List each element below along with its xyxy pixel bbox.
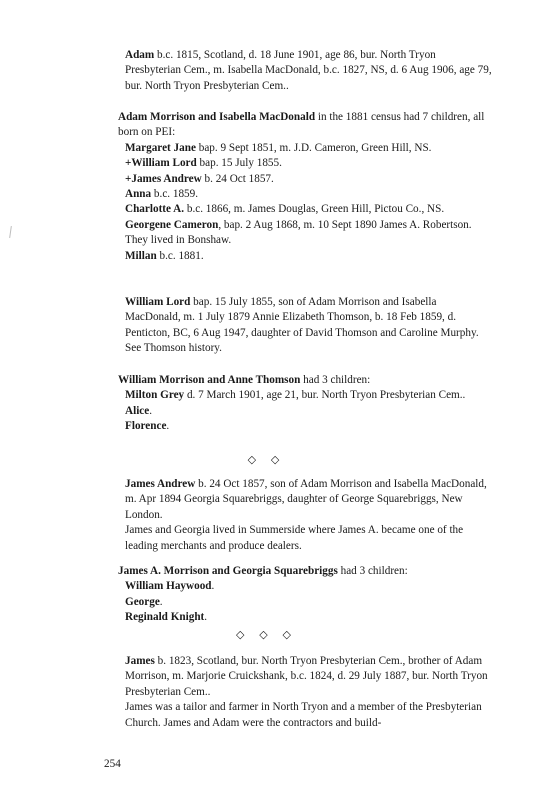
child-text: d. 7 March 1901, age 21, bur. North Tryon Presbyterian Cem.. <box>184 389 466 402</box>
james-family-heading: James A. Morrison and Georgia Squarebriggs <box>118 565 338 577</box>
child-entry <box>118 388 494 403</box>
child-entry <box>118 610 494 625</box>
child-text: , bap. 2 Aug 1868, m. 10 Sept 1890 James A. Robertson. They lived in Bonshaw. <box>125 218 472 247</box>
james-name: James <box>125 655 155 667</box>
section-separator: ◇ ◇ ◇ <box>236 629 297 641</box>
child-entry <box>118 187 494 202</box>
james-entry <box>118 654 494 731</box>
adam-entry <box>118 48 494 94</box>
child-entry <box>118 404 494 419</box>
child-name: Millan <box>125 249 157 262</box>
james-andrew-para: James and Georgia lived in Summerside where James A. became one of the leading merchants and produce dealers. <box>125 524 464 552</box>
william-family-entry <box>118 373 494 435</box>
william-name: William Lord <box>125 296 191 308</box>
child-text: b. 24 Oct 1857. <box>201 172 274 185</box>
child-text: . <box>166 420 170 433</box>
james-text: b. 1823, Scotland, bur. North Tryon Presbyterian Cem., brother of Adam Morrison, m. Marjorie Cruickshank, b.c. 1824, d. 29 July 1887, bur. North Tryon Presbyterian Cem.. <box>125 655 488 698</box>
child-entry <box>118 202 494 217</box>
child-name: Charlotte A. <box>125 203 185 216</box>
child-entry <box>118 595 494 610</box>
margin-mark <box>9 226 12 238</box>
child-name: Reginald Knight <box>125 611 205 624</box>
child-text: b.c. 1859. <box>151 188 199 201</box>
child-name: Georgene Cameron <box>125 218 219 231</box>
child-name: Margaret Jane <box>125 141 196 154</box>
child-name: Florence <box>125 420 167 433</box>
james-andrew-name: James Andrew <box>125 478 196 490</box>
william-family-heading-rest: had 3 children: <box>300 374 371 386</box>
james-family-entry <box>118 564 494 626</box>
child-entry <box>118 156 494 171</box>
child-entry <box>118 249 494 264</box>
child-text: b.c. 1881. <box>156 249 204 262</box>
adam-family-heading: Adam Morrison and Isabella MacDonald <box>118 111 316 123</box>
adam-text: b.c. 1815, Scotland, d. 18 June 1901, age 86, bur. North Tryon Presbyterian Cem., m. Isabella MacDonald, b.c. 1827, NS, d. 6 Aug 1906, age 79, bur. North Tryon Presbyterian Cem.. <box>125 49 492 92</box>
william-entry <box>118 295 494 357</box>
child-name: William Haywood <box>125 580 212 593</box>
james-andrew-entry <box>118 477 494 554</box>
adam-family-heading-rest: in the 1881 census had 7 children, all born on PEI: <box>118 111 485 139</box>
william-text: bap. 15 July 1855, son of Adam Morrison and Isabella MacDonald, m. 1 July 1879 Annie Elizabeth Thomson, b. 18 Feb 1859, d. Penticton, BC, 6 Aug 1947, daughter of David Thomson and Caroline Murphy. See Thomson history. <box>125 296 479 355</box>
child-text: . <box>159 595 163 608</box>
adam-name: Adam <box>125 49 155 61</box>
child-name: +William Lord <box>125 157 197 170</box>
section-separator: ◇ ◇ <box>247 454 286 466</box>
child-text: bap. 9 Sept 1851, m. J.D. Cameron, Green Hill, NS. <box>195 141 432 154</box>
child-name: Anna <box>125 188 152 201</box>
child-entry <box>118 419 494 434</box>
william-family-heading: William Morrison and Anne Thomson <box>118 374 301 386</box>
child-text: . <box>149 404 153 417</box>
james-para: James was a tailor and farmer in North Tryon and a member of the Presbyterian Church. James and Adam were the contractors and build- <box>125 701 482 729</box>
child-entry <box>118 218 494 249</box>
child-text: . <box>211 580 215 593</box>
child-text: bap. 15 July 1855. <box>196 157 282 170</box>
child-name: Milton Grey <box>125 389 185 402</box>
child-entry <box>118 172 494 187</box>
child-name: Alice <box>125 404 150 417</box>
child-text: b.c. 1866, m. James Douglas, Green Hill, Pictou Co., NS. <box>184 203 445 216</box>
child-name: +James Andrew <box>125 172 202 185</box>
child-entry <box>118 579 494 594</box>
adam-family-entry <box>118 110 494 264</box>
child-name: George <box>125 595 160 608</box>
child-text: . <box>204 611 208 624</box>
page-number: 254 <box>104 758 121 770</box>
james-family-heading-rest: had 3 children: <box>337 565 408 577</box>
child-entry <box>118 141 494 156</box>
james-andrew-text: b. 24 Oct 1857, son of Adam Morrison and Isabella MacDonald, m. Apr 1894 Georgia Squarebriggs, daughter of George Squarebriggs, New London. <box>125 478 487 521</box>
